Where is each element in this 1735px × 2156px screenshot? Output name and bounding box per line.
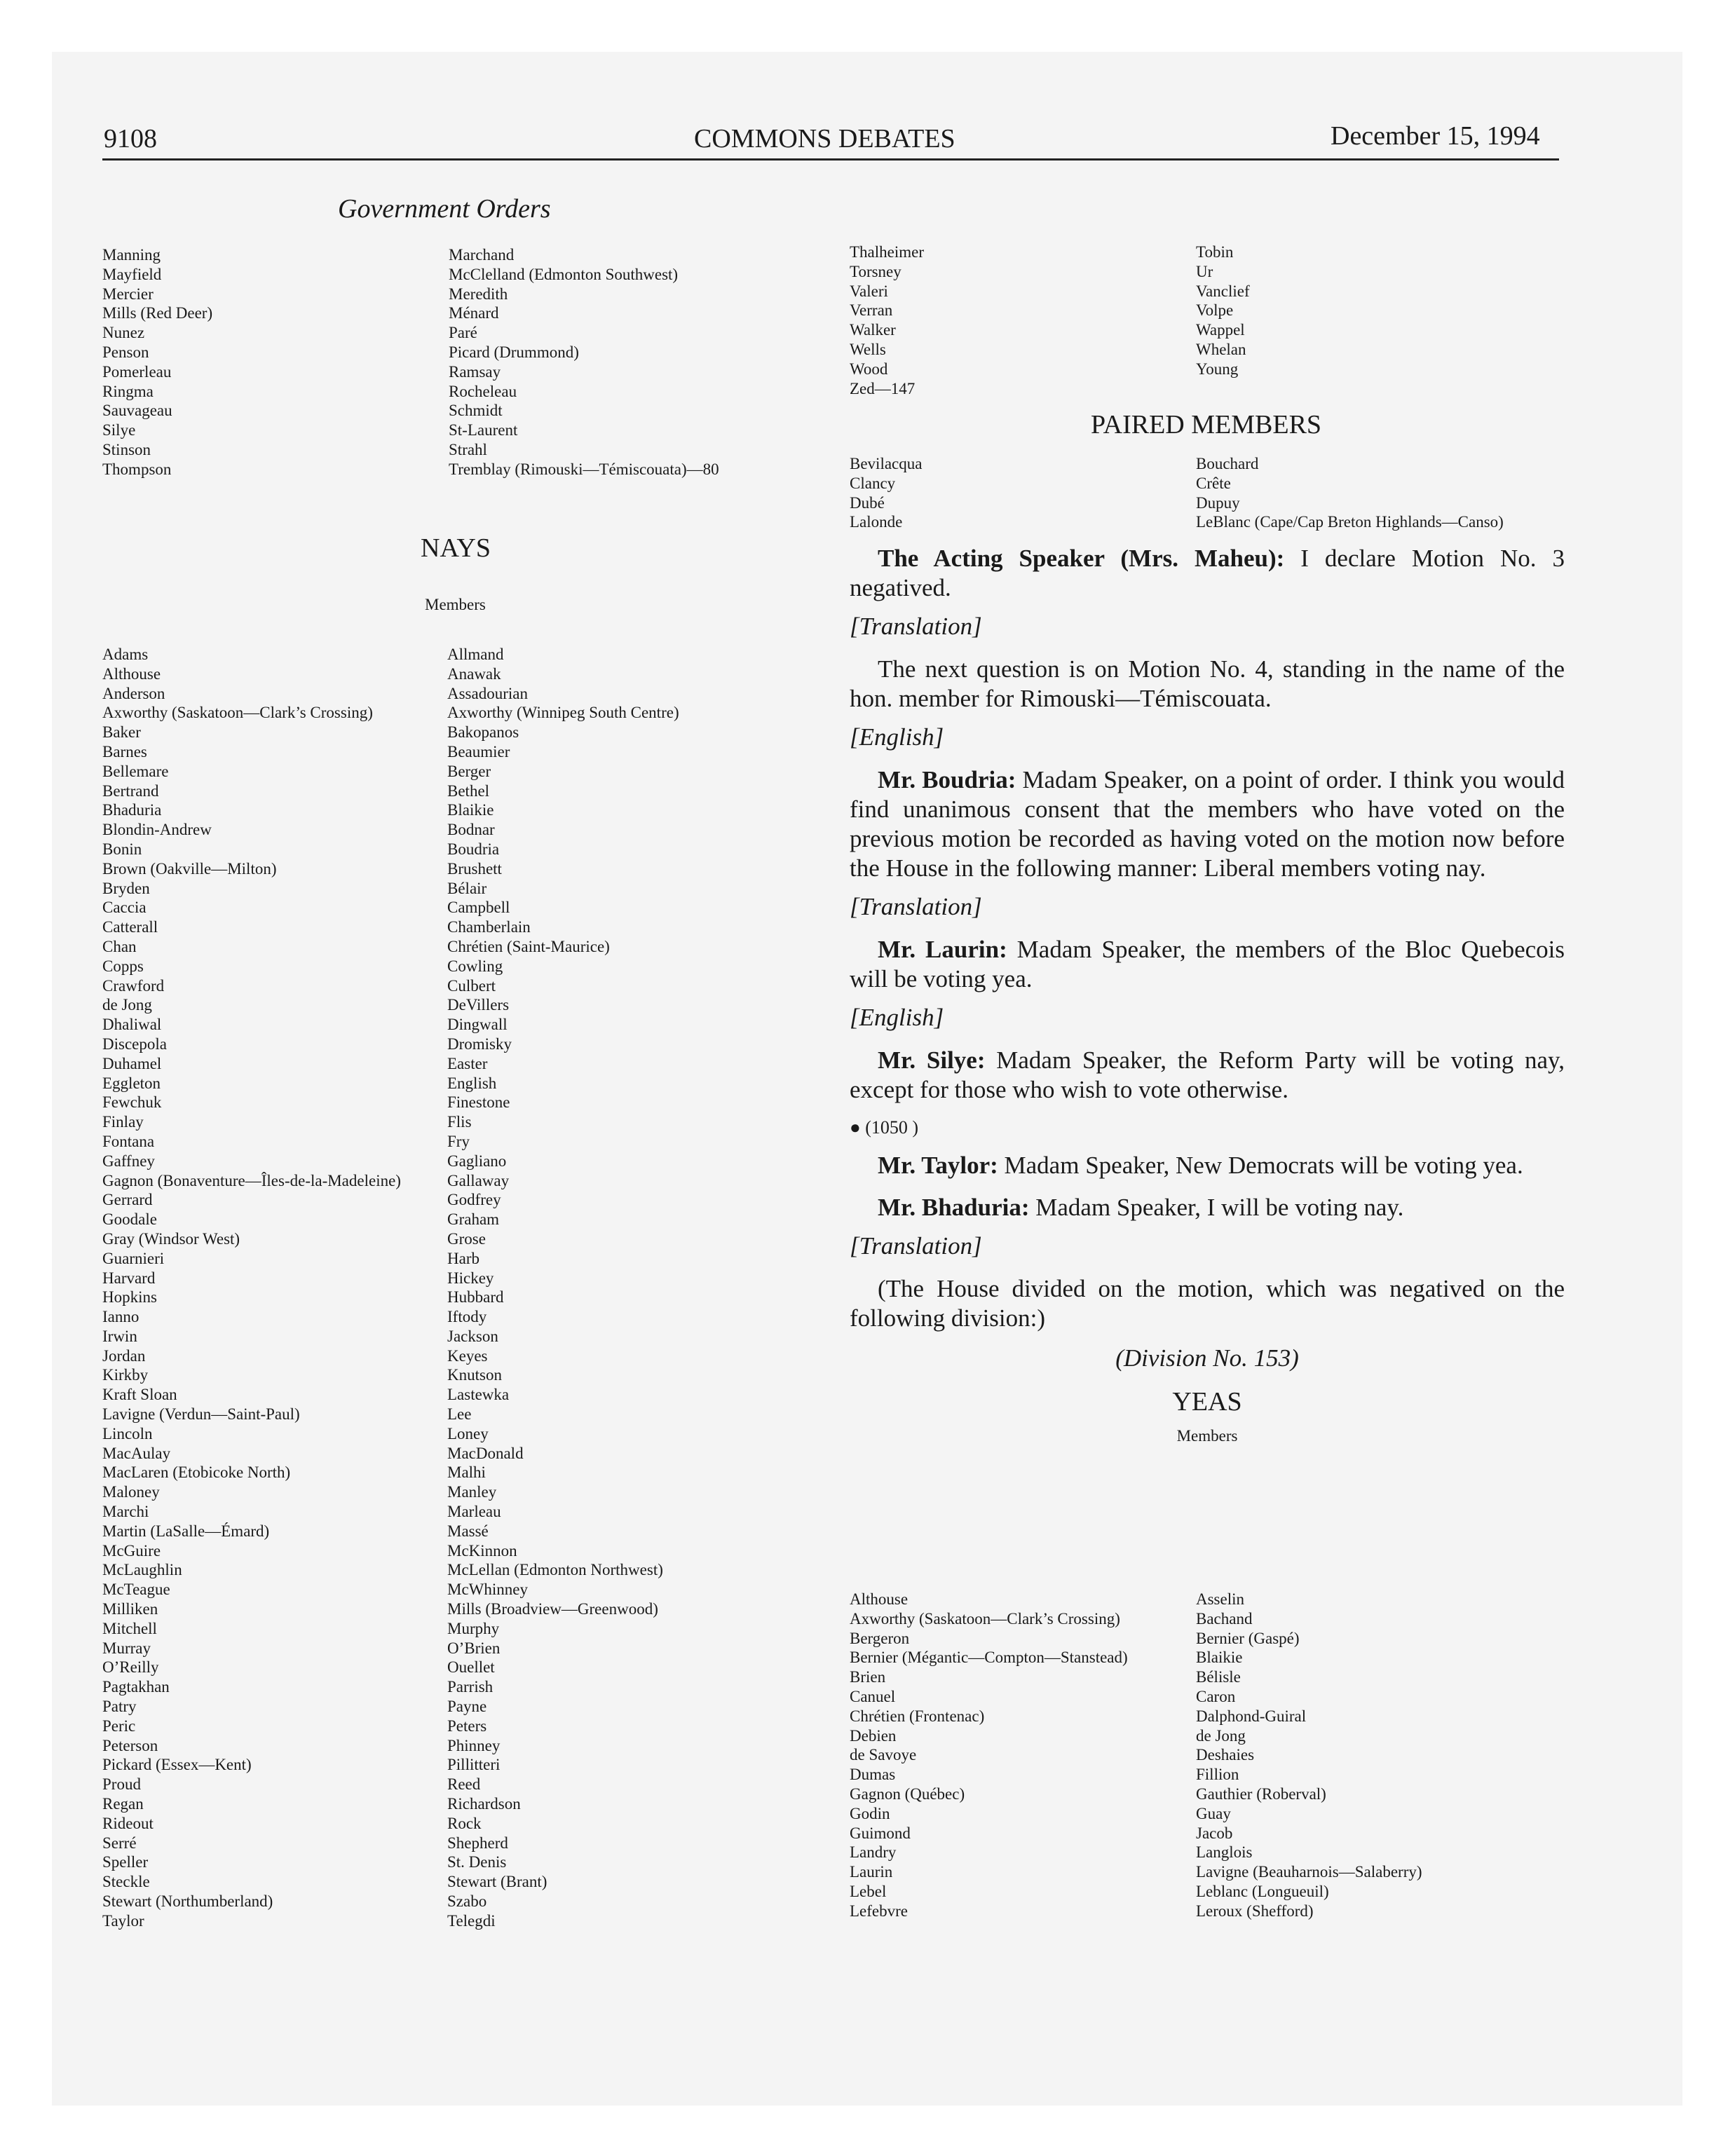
member-name: Tremblay (Rimouski—Témiscouata)—80 bbox=[449, 460, 719, 478]
paragraph-acting-speaker bbox=[850, 544, 1565, 603]
member-name: Steckle bbox=[102, 1873, 150, 1891]
member-name: Harb bbox=[447, 1249, 479, 1267]
member-name: MacLaren (Etobicoke North) bbox=[102, 1464, 291, 1482]
nays-members-label: Members bbox=[425, 596, 486, 613]
translation-marker: [Translation] bbox=[850, 613, 982, 640]
member-name: Ramsay bbox=[449, 362, 501, 381]
member-name: St-Laurent bbox=[449, 421, 518, 439]
member-name: Peterson bbox=[102, 1736, 158, 1754]
member-name: Taylor bbox=[102, 1911, 144, 1930]
translation-marker: [Translation] bbox=[850, 893, 982, 920]
member-name: Assadourian bbox=[447, 684, 528, 702]
member-name: Canuel bbox=[850, 1687, 896, 1705]
nays-heading: NAYS bbox=[421, 533, 491, 563]
member-name: Finlay bbox=[102, 1113, 144, 1131]
member-name: Thompson bbox=[102, 460, 172, 478]
member-name: Clancy bbox=[850, 474, 896, 492]
yeas-continued-col2 bbox=[449, 245, 719, 479]
member-name: Pickard (Essex—Kent) bbox=[102, 1756, 252, 1774]
member-name: DeVillers bbox=[447, 996, 510, 1014]
member-name: Lincoln bbox=[102, 1424, 153, 1442]
member-name: Milliken bbox=[102, 1600, 158, 1618]
speaker-name: Mr. Bhaduria: bbox=[878, 1194, 1030, 1221]
member-name: de Savoye bbox=[850, 1746, 917, 1764]
member-name: Bodnar bbox=[447, 821, 495, 839]
member-name: Pomerleau bbox=[102, 362, 172, 381]
yeas-continued-col1 bbox=[102, 245, 212, 479]
member-name: Fillion bbox=[1196, 1766, 1239, 1784]
member-name: Valeri bbox=[850, 282, 888, 300]
member-name: Vanclief bbox=[1196, 282, 1250, 300]
member-name: Godfrey bbox=[447, 1191, 501, 1209]
member-name: Reed bbox=[447, 1775, 481, 1794]
member-name: Serré bbox=[102, 1834, 137, 1852]
member-name: Bélisle bbox=[1196, 1668, 1241, 1686]
member-name: Marchand bbox=[449, 246, 515, 264]
member-name: Telegdi bbox=[447, 1911, 496, 1930]
member-name: Graham bbox=[447, 1210, 500, 1229]
member-name: McKinnon bbox=[447, 1541, 517, 1560]
member-name: Grose bbox=[447, 1229, 486, 1248]
member-name: Dumas bbox=[850, 1766, 896, 1784]
member-name: Axworthy (Saskatoon—Clark’s Crossing) bbox=[850, 1609, 1120, 1628]
member-name: Iftody bbox=[447, 1308, 487, 1326]
member-name: Axworthy (Winnipeg South Centre) bbox=[447, 704, 679, 722]
member-name: McGuire bbox=[102, 1541, 161, 1560]
member-name: Ur bbox=[1196, 262, 1213, 280]
speech-text: Madam Speaker, the Reform Party will be voting nay, except for those who wish to vote otherwise. bbox=[850, 1046, 1565, 1103]
member-name: Goodale bbox=[102, 1210, 157, 1229]
member-name: Manley bbox=[447, 1483, 497, 1501]
english-marker: [English] bbox=[850, 1004, 944, 1031]
member-name: Zed—147 bbox=[850, 379, 916, 397]
member-name: Fontana bbox=[102, 1132, 155, 1150]
member-name: Patry bbox=[102, 1698, 137, 1716]
member-name: Bélair bbox=[447, 879, 487, 897]
member-name: Paré bbox=[449, 324, 477, 342]
member-name: Walker bbox=[850, 321, 896, 339]
member-name: Ringma bbox=[102, 382, 154, 400]
member-name: Dupuy bbox=[1196, 493, 1240, 512]
member-name: Boudria bbox=[447, 840, 500, 858]
member-name: Torsney bbox=[850, 262, 901, 280]
member-name: Wappel bbox=[1196, 321, 1245, 339]
member-name: Mercier bbox=[102, 285, 154, 303]
member-name: Laurin bbox=[850, 1863, 893, 1881]
time-marker: ● (1050 ) bbox=[850, 1117, 919, 1138]
member-name: McWhinney bbox=[447, 1581, 528, 1599]
member-name: Eggleton bbox=[102, 1074, 161, 1092]
member-name: Guarnieri bbox=[102, 1249, 165, 1267]
english-marker: [English] bbox=[850, 723, 944, 751]
member-name: Barnes bbox=[102, 742, 147, 760]
member-name: Dhaliwal bbox=[102, 1016, 162, 1034]
paired-members-heading: PAIRED MEMBERS bbox=[1091, 410, 1322, 439]
speech-text: Madam Speaker, on a point of order. I think you would find unanimous consent that the members who have voted on the previous motion be recorded as having voted on the motion now before the House in the following manner: Liberal members voting nay. bbox=[850, 766, 1565, 882]
paragraph-next-question: The next question is on Motion No. 4, standing in the name of the hon. member for Rimouski—Témiscouata. bbox=[850, 655, 1565, 712]
member-name: Richardson bbox=[447, 1795, 521, 1813]
member-name: Kraft Sloan bbox=[102, 1386, 177, 1404]
member-name: Stewart (Northumberland) bbox=[102, 1892, 273, 1910]
member-name: Mayfield bbox=[102, 265, 162, 283]
yeas-heading: YEAS bbox=[1172, 1387, 1242, 1417]
member-name: Ianno bbox=[102, 1308, 140, 1326]
member-name: Blondin-Andrew bbox=[102, 821, 212, 839]
page-number: 9108 bbox=[104, 124, 157, 153]
member-name: Bevilacqua bbox=[850, 455, 923, 472]
member-name: Caccia bbox=[102, 899, 147, 917]
member-name: Hickey bbox=[447, 1269, 494, 1287]
member-name: Bergeron bbox=[850, 1629, 910, 1647]
member-name: Gaffney bbox=[102, 1152, 155, 1170]
member-name: Bhaduria bbox=[102, 801, 162, 819]
member-name: Keyes bbox=[447, 1346, 488, 1365]
member-name: Wood bbox=[850, 360, 888, 378]
member-name: Gallaway bbox=[447, 1171, 510, 1189]
member-name: Fewchuk bbox=[102, 1093, 162, 1112]
member-name: Gray (Windsor West) bbox=[102, 1229, 240, 1248]
member-name: Maloney bbox=[102, 1483, 160, 1501]
member-name: Anderson bbox=[102, 684, 165, 702]
speech-text: Madam Speaker, I will be voting nay. bbox=[1029, 1194, 1404, 1221]
member-name: Rideout bbox=[102, 1814, 154, 1832]
paired-col2 bbox=[1196, 454, 1504, 532]
paragraph-boudria bbox=[850, 765, 1565, 883]
paragraph-bhaduria bbox=[850, 1193, 1565, 1222]
member-name: Beaumier bbox=[447, 742, 510, 760]
member-name: Jordan bbox=[102, 1346, 146, 1365]
member-name: Lalonde bbox=[850, 513, 903, 531]
member-name: Nunez bbox=[102, 324, 145, 342]
member-name: Pillitteri bbox=[447, 1756, 501, 1774]
member-name: Chrétien (Frontenac) bbox=[850, 1707, 985, 1725]
member-name: Copps bbox=[102, 957, 144, 975]
member-name: O’Brien bbox=[447, 1639, 501, 1657]
member-name: Brien bbox=[850, 1668, 886, 1686]
yeas-col1 bbox=[850, 1590, 1128, 1921]
member-name: Szabo bbox=[447, 1892, 487, 1910]
member-name: Young bbox=[1196, 360, 1239, 378]
member-name: Chrétien (Saint-Maurice) bbox=[447, 937, 610, 955]
member-name: Dingwall bbox=[447, 1016, 508, 1034]
member-name: Lebel bbox=[850, 1882, 887, 1900]
nays-col2 bbox=[447, 645, 679, 1931]
member-name: Blaikie bbox=[1196, 1649, 1243, 1667]
member-name: Duhamel bbox=[102, 1054, 162, 1072]
member-name: Rocheleau bbox=[449, 382, 517, 400]
nays-continued-col2 bbox=[1196, 243, 1250, 379]
member-name: Murray bbox=[102, 1639, 151, 1657]
speech-text: Madam Speaker, New Democrats will be voting yea. bbox=[998, 1152, 1523, 1179]
member-name: Bachand bbox=[1196, 1609, 1253, 1628]
paragraph-taylor bbox=[850, 1151, 1565, 1180]
member-name: Volpe bbox=[1196, 301, 1234, 320]
member-name: Bryden bbox=[102, 879, 150, 897]
member-name: Lefebvre bbox=[850, 1902, 908, 1920]
member-name: Althouse bbox=[850, 1590, 909, 1608]
member-name: Martin (LaSalle—Émard) bbox=[102, 1522, 270, 1540]
member-name: Wells bbox=[850, 340, 886, 358]
member-name: Ouellet bbox=[447, 1658, 495, 1677]
member-name: Knutson bbox=[447, 1366, 502, 1384]
member-name: Peters bbox=[447, 1717, 487, 1735]
member-name: Godin bbox=[850, 1804, 890, 1822]
member-name: Strahl bbox=[449, 440, 487, 458]
member-name: Whelan bbox=[1196, 340, 1246, 358]
member-name: Gagliano bbox=[447, 1152, 507, 1170]
member-name: Anawak bbox=[447, 664, 501, 683]
member-name: Guimond bbox=[850, 1824, 911, 1842]
member-name: Mills (Broadview—Greenwood) bbox=[447, 1600, 658, 1618]
member-name: Rock bbox=[447, 1814, 482, 1832]
member-name: Caron bbox=[1196, 1687, 1236, 1705]
member-name: Bernier (Mégantic—Compton—Stanstead) bbox=[850, 1649, 1128, 1667]
member-name: Gagnon (Québec) bbox=[850, 1785, 965, 1803]
member-name: Stewart (Brant) bbox=[447, 1873, 547, 1891]
member-name: Allmand bbox=[447, 646, 504, 663]
member-name: Mitchell bbox=[102, 1619, 157, 1637]
member-name: Berger bbox=[447, 762, 491, 780]
speech-text: Madam Speaker, the members of the Bloc Quebecois will be voting yea. bbox=[850, 936, 1565, 992]
member-name: Fry bbox=[447, 1132, 470, 1150]
member-name: Pagtakhan bbox=[102, 1678, 170, 1696]
member-name: Thalheimer bbox=[850, 243, 925, 261]
member-name: Chan bbox=[102, 937, 137, 955]
member-name: Phinney bbox=[447, 1736, 501, 1754]
member-name: Parrish bbox=[447, 1678, 494, 1696]
member-name: Silye bbox=[102, 421, 136, 439]
member-name: McLaughlin bbox=[102, 1561, 182, 1579]
member-name: Brown (Oakville—Milton) bbox=[102, 859, 277, 878]
nays-col1 bbox=[102, 645, 401, 1931]
member-name: Kirkby bbox=[102, 1366, 149, 1384]
member-name: Peric bbox=[102, 1717, 136, 1735]
member-name: McClelland (Edmonton Southwest) bbox=[449, 265, 679, 283]
member-name: Blaikie bbox=[447, 801, 494, 819]
member-name: Ménard bbox=[449, 304, 499, 322]
member-name: MacDonald bbox=[447, 1444, 524, 1462]
member-name: Marleau bbox=[447, 1503, 501, 1521]
member-name: Bellemare bbox=[102, 762, 169, 780]
speaker-name: Mr. Silye: bbox=[878, 1046, 986, 1074]
member-name: Gagnon (Bonaventure—Îles-de-la-Madeleine) bbox=[102, 1171, 401, 1189]
member-name: Leroux (Shefford) bbox=[1196, 1902, 1314, 1920]
member-name: Sauvageau bbox=[102, 402, 172, 420]
debate-text bbox=[850, 544, 1565, 1445]
member-name: Althouse bbox=[102, 664, 161, 683]
member-name: O’Reilly bbox=[102, 1658, 159, 1677]
member-name: Proud bbox=[102, 1775, 141, 1794]
member-name: Finestone bbox=[447, 1093, 510, 1112]
member-name: Bethel bbox=[447, 782, 490, 800]
member-name: Asselin bbox=[1196, 1590, 1244, 1608]
member-name: Irwin bbox=[102, 1327, 137, 1345]
member-name: Regan bbox=[102, 1795, 144, 1813]
member-name: de Jong bbox=[1196, 1726, 1246, 1745]
member-name: Payne bbox=[447, 1698, 487, 1716]
member-name: Bertrand bbox=[102, 782, 159, 800]
paired-col1 bbox=[850, 454, 922, 532]
speaker-name: Mr. Boudria: bbox=[878, 766, 1016, 793]
header-rule bbox=[102, 158, 1559, 161]
member-name: Jackson bbox=[447, 1327, 498, 1345]
member-name: Bakopanos bbox=[447, 723, 519, 742]
member-name: Jacob bbox=[1196, 1824, 1233, 1842]
member-name: Catterall bbox=[102, 918, 158, 936]
translation-marker: [Translation] bbox=[850, 1232, 982, 1260]
member-name: Baker bbox=[102, 723, 141, 742]
member-name: English bbox=[447, 1074, 497, 1092]
member-name: MacAulay bbox=[102, 1444, 171, 1462]
member-name: Hubbard bbox=[447, 1288, 504, 1306]
member-name: Speller bbox=[102, 1853, 149, 1871]
nays-continued-col1 bbox=[850, 243, 924, 398]
member-name: Meredith bbox=[449, 285, 508, 303]
member-name: Bernier (Gaspé) bbox=[1196, 1629, 1300, 1647]
member-name: Malhi bbox=[447, 1464, 486, 1482]
paragraph-division: (The House divided on the motion, which was negatived on the following division:) bbox=[850, 1275, 1565, 1332]
header-date: December 15, 1994 bbox=[1331, 121, 1540, 151]
speaker-name: Mr. Laurin: bbox=[878, 936, 1007, 963]
speaker-name: Mr. Taylor: bbox=[878, 1152, 998, 1179]
member-name: LeBlanc (Cape/Cap Breton Highlands—Canso) bbox=[1196, 513, 1504, 531]
member-name: McTeague bbox=[102, 1581, 170, 1599]
yeas-col2 bbox=[1196, 1590, 1422, 1921]
member-name: Picard (Drummond) bbox=[449, 343, 579, 361]
member-name: Dubé bbox=[850, 493, 885, 512]
member-name: Mills (Red Deer) bbox=[102, 304, 213, 322]
member-name: Tobin bbox=[1196, 243, 1234, 261]
member-name: Axworthy (Saskatoon—Clark’s Crossing) bbox=[102, 704, 373, 722]
member-name: Debien bbox=[850, 1726, 897, 1745]
member-name: Manning bbox=[102, 246, 161, 264]
member-name: Dalphond-Guiral bbox=[1196, 1707, 1307, 1725]
member-name: Bouchard bbox=[1196, 455, 1259, 472]
member-name: Verran bbox=[850, 301, 893, 320]
member-name: McLellan (Edmonton Northwest) bbox=[447, 1561, 663, 1579]
member-name: Easter bbox=[447, 1054, 488, 1072]
member-name: Gerrard bbox=[102, 1191, 153, 1209]
member-name: Schmidt bbox=[449, 402, 503, 420]
member-name: Gauthier (Roberval) bbox=[1196, 1785, 1326, 1803]
paragraph-laurin bbox=[850, 935, 1565, 994]
member-name: Crête bbox=[1196, 474, 1231, 492]
member-name: Lee bbox=[447, 1405, 472, 1424]
section-title: Government Orders bbox=[338, 194, 551, 224]
member-name: Crawford bbox=[102, 976, 165, 995]
running-title: COMMONS DEBATES bbox=[694, 124, 955, 153]
member-name: Murphy bbox=[447, 1619, 500, 1637]
member-name: Leblanc (Longueuil) bbox=[1196, 1882, 1329, 1900]
member-name: Loney bbox=[447, 1424, 489, 1442]
member-name: Guay bbox=[1196, 1804, 1231, 1822]
member-name: Deshaies bbox=[1196, 1746, 1255, 1764]
member-name: Brushett bbox=[447, 859, 502, 878]
member-name: Harvard bbox=[102, 1269, 156, 1287]
speech-text: I declare Motion No. 3 negatived. bbox=[850, 545, 1565, 601]
member-name: Shepherd bbox=[447, 1834, 508, 1852]
member-name: Cowling bbox=[447, 957, 503, 975]
member-name: St. Denis bbox=[447, 1853, 507, 1871]
member-name: Chamberlain bbox=[447, 918, 531, 936]
member-name: Marchi bbox=[102, 1503, 149, 1521]
member-name: Campbell bbox=[447, 899, 510, 917]
member-name: Flis bbox=[447, 1113, 472, 1131]
member-name: Lastewka bbox=[447, 1386, 510, 1404]
member-name: Culbert bbox=[447, 976, 496, 995]
member-name: Lavigne (Verdun—Saint-Paul) bbox=[102, 1405, 300, 1424]
member-name: Dromisky bbox=[447, 1035, 512, 1053]
member-name: Landry bbox=[850, 1843, 897, 1862]
member-name: Langlois bbox=[1196, 1843, 1253, 1862]
division-number: (Division No. 153) bbox=[1115, 1344, 1299, 1372]
member-name: Hopkins bbox=[102, 1288, 157, 1306]
speaker-name: The Acting Speaker (Mrs. Maheu): bbox=[878, 545, 1285, 572]
member-name: Discepola bbox=[102, 1035, 167, 1053]
paragraph-silye bbox=[850, 1046, 1565, 1105]
member-name: de Jong bbox=[102, 996, 152, 1014]
member-name: Stinson bbox=[102, 440, 151, 458]
member-name: Penson bbox=[102, 343, 149, 361]
member-name: Massé bbox=[447, 1522, 489, 1540]
yeas-members-label: Members bbox=[1176, 1427, 1238, 1445]
member-name: Lavigne (Beauharnois—Salaberry) bbox=[1196, 1863, 1422, 1881]
member-name: Adams bbox=[102, 646, 149, 663]
member-name: Bonin bbox=[102, 840, 142, 858]
